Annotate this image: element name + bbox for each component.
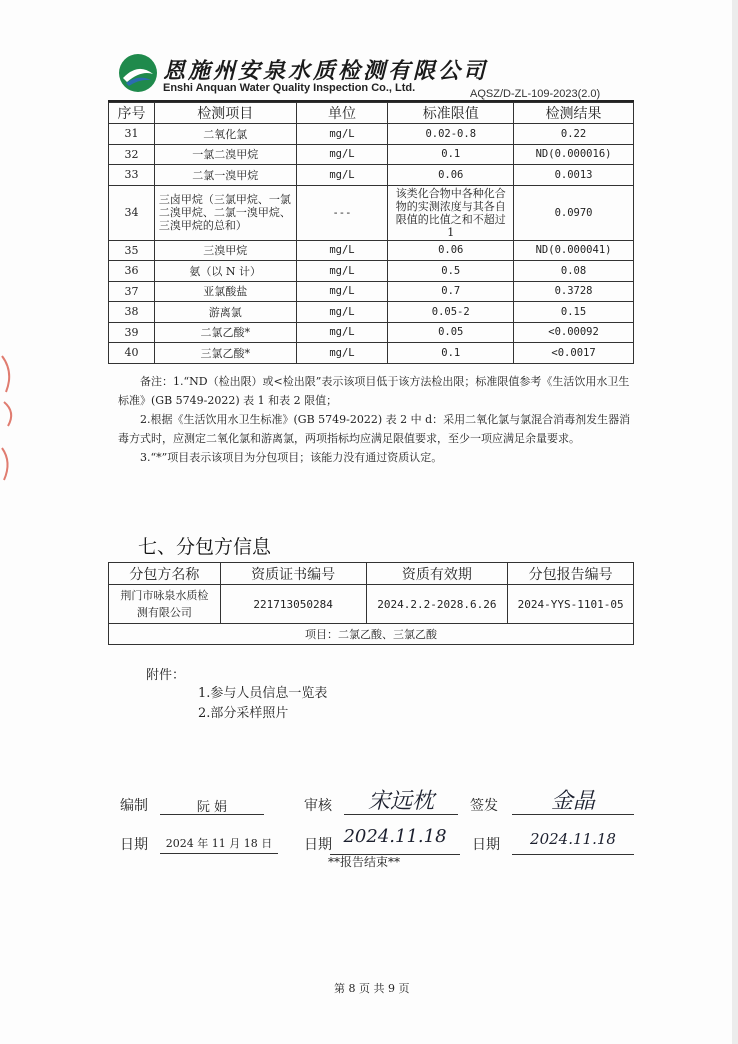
table-row: [109, 322, 634, 343]
table-row: [109, 240, 634, 261]
row-no: 39: [109, 322, 155, 343]
remark-1: 备注：1.“ND（检出限）或<检出限”表示该项目低于该方法检出限；标准限值参考《生活饮用水卫生标准》(GB 5749-2022) 表 1 和表 2 限值；: [118, 375, 630, 407]
row-limit: 0.06: [388, 240, 514, 261]
row-item: 游离氯: [154, 302, 296, 323]
row-item: 一氯二溴甲烷: [154, 144, 296, 165]
table-row: [109, 124, 634, 145]
attachment-item: 1.参与人员信息一览表: [198, 686, 328, 701]
row-result: ND(0.000041): [514, 240, 634, 261]
row-item: 三卤甲烷（三氯甲烷、一氯二溴甲烷、二氯一溴甲烷、三溴甲烷的总和）: [154, 185, 296, 240]
table-row: [109, 585, 634, 624]
review-signature: 宋远枕: [344, 784, 458, 815]
company-name-cn: 恩施州安泉水质检测有限公司: [163, 58, 489, 84]
table-row: [109, 261, 634, 282]
row-limit: 0.02-0.8: [388, 124, 514, 145]
cert-no: 221713050284: [220, 585, 366, 624]
review-label: 审核: [304, 798, 332, 814]
row-no: 33: [109, 165, 155, 186]
page-edge: [732, 0, 738, 1044]
row-item: 氨（以 N 计）: [154, 261, 296, 282]
header-result: 检测结果: [514, 103, 634, 124]
table-row: [109, 144, 634, 165]
company-name-en: Enshi Anquan Water Quality Inspection Co., Ltd.: [163, 82, 416, 94]
row-unit: mg/L: [296, 302, 388, 323]
date-label: 日期: [472, 837, 500, 853]
company-logo-icon: [117, 52, 159, 94]
row-item: 三氯乙酸*: [154, 343, 296, 364]
row-result: 0.08: [514, 261, 634, 282]
attachment-item: 2.部分采样照片: [198, 706, 289, 721]
row-unit: mg/L: [296, 124, 388, 145]
row-no: 32: [109, 144, 155, 165]
header-validity: 资质有效期: [366, 563, 508, 585]
row-limit: 0.06: [388, 165, 514, 186]
row-no: 35: [109, 240, 155, 261]
table-row: [109, 165, 634, 186]
review-date: 2024.11.18: [330, 826, 460, 855]
row-unit: mg/L: [296, 343, 388, 364]
compile-label: 编制: [120, 798, 148, 814]
section-title: 七、分包方信息: [138, 536, 272, 558]
header-subcontractor-name: 分包方名称: [109, 563, 221, 585]
row-item: 二氧化氯: [154, 124, 296, 145]
row-result: ND(0.000016): [514, 144, 634, 165]
table-header-row: [109, 563, 634, 585]
table-row: [109, 302, 634, 323]
row-result: <0.00092: [514, 322, 634, 343]
row-result: 0.22: [514, 124, 634, 145]
row-result: 0.0013: [514, 165, 634, 186]
row-limit: 0.1: [388, 144, 514, 165]
table-row: [109, 281, 634, 302]
date-label: 日期: [120, 837, 148, 853]
sign-date: 2024.11.18: [512, 830, 634, 855]
row-limit: 该类化合物中各种化合物的实测浓度与其各自限值的比值之和不超过 1: [388, 185, 514, 240]
row-item: 二氯乙酸*: [154, 322, 296, 343]
header-unit: 单位: [296, 103, 388, 124]
row-limit: 0.05: [388, 322, 514, 343]
row-item: 三溴甲烷: [154, 240, 296, 261]
row-no: 37: [109, 281, 155, 302]
remark-2: 2.根据《生活饮用水卫生标准》(GB 5749-2022) 表 2 中 d：采用二氧化氯与氯混合消毒剂发生器消毒方式时，应测定二氧化氯和游离氯，两项指标均应满足限值要求，至少一项应满足余量要求。: [118, 413, 631, 445]
row-no: 40: [109, 343, 155, 364]
table-header-row: [109, 103, 634, 124]
row-unit: mg/L: [296, 261, 388, 282]
attachments-list: [198, 684, 327, 724]
row-unit: mg/L: [296, 165, 388, 186]
sign-label: 签发: [470, 798, 498, 814]
remarks: [118, 372, 634, 467]
header-report-no: 分包报告编号: [508, 563, 634, 585]
row-limit: 0.1: [388, 343, 514, 364]
row-unit: mg/L: [296, 144, 388, 165]
subcontractor-table: [108, 562, 634, 645]
page-number: 第 8 页 共 9 页: [334, 982, 410, 995]
row-result: 0.0970: [514, 185, 634, 240]
report-no: 2024-YYS-1101-05: [508, 585, 634, 624]
row-result: 0.15: [514, 302, 634, 323]
table-row: [109, 343, 634, 364]
subcontractor-name: 荆门市咏泉水质检测有限公司: [109, 585, 221, 624]
row-limit: 0.7: [388, 281, 514, 302]
header-no: 序号: [109, 103, 155, 124]
row-unit: mg/L: [296, 281, 388, 302]
row-item: 亚氯酸盐: [154, 281, 296, 302]
document-code: AQSZ/D-ZL-109-2023(2.0): [470, 88, 601, 100]
table-row: [109, 185, 634, 240]
sign-signature: 金晶: [512, 784, 634, 815]
row-no: 31: [109, 124, 155, 145]
compile-name: 阮 娟: [160, 796, 264, 815]
row-result: <0.0017: [514, 343, 634, 364]
row-no: 34: [109, 185, 155, 240]
header-item: 检测项目: [154, 103, 296, 124]
row-item: 二氯一溴甲烷: [154, 165, 296, 186]
seal-fragment-icon: [0, 352, 26, 492]
row-limit: 0.5: [388, 261, 514, 282]
table-row: [109, 624, 634, 645]
row-result: 0.3728: [514, 281, 634, 302]
report-end-mark: **报告结束**: [328, 855, 401, 869]
header-cert-no: 资质证书编号: [220, 563, 366, 585]
subcontracted-items: 项目：二氯乙酸、三氯乙酸: [109, 624, 634, 645]
row-unit: mg/L: [296, 240, 388, 261]
row-no: 38: [109, 302, 155, 323]
row-no: 36: [109, 261, 155, 282]
row-limit: 0.05-2: [388, 302, 514, 323]
compile-date: 2024 年 11 月 18 日: [160, 835, 278, 854]
validity: 2024.2.2-2028.6.26: [366, 585, 508, 624]
attachments-label: 附件：: [146, 668, 186, 683]
row-unit: mg/L: [296, 322, 388, 343]
row-unit: ---: [296, 185, 388, 240]
date-label: 日期: [304, 837, 332, 853]
test-results-table: [108, 102, 634, 364]
remark-3: 3.“*”项目表示该项目为分包项目；该能力没有通过资质认定。: [140, 451, 443, 464]
header-limit: 标准限值: [388, 103, 514, 124]
